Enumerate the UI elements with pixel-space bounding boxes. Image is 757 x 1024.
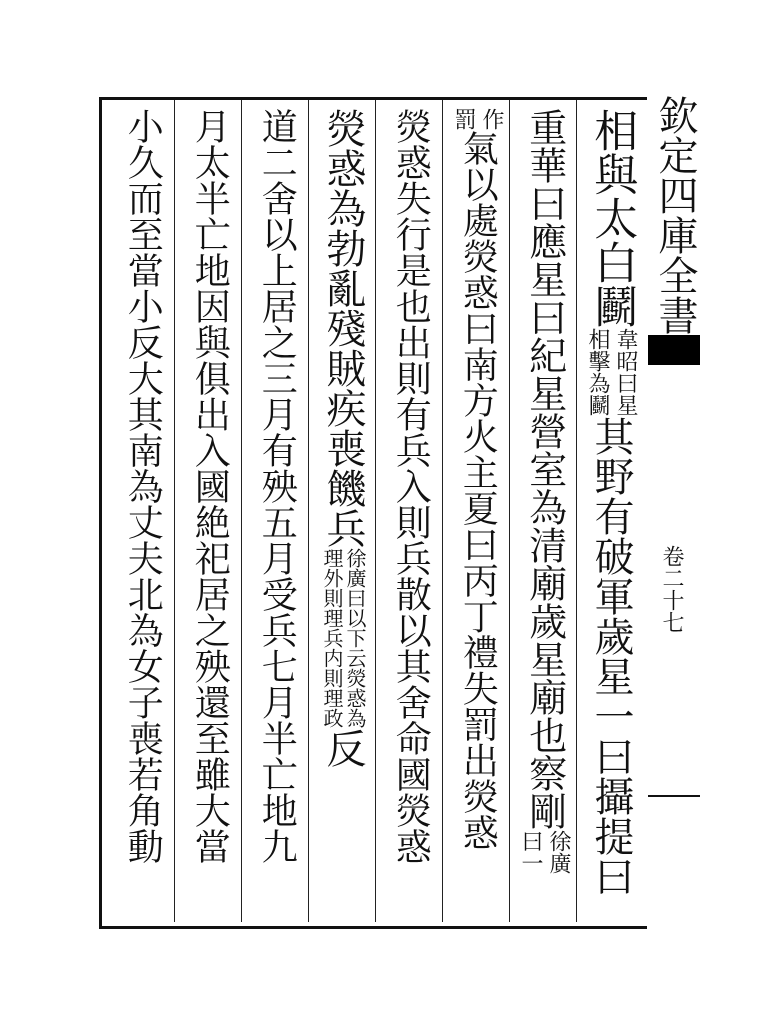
- text-column-7: [183, 108, 235, 864]
- text-column-1: [585, 108, 637, 896]
- text-column-5: [317, 108, 369, 768]
- page-margin: [644, 95, 700, 925]
- column-rule: [174, 100, 175, 922]
- main-text: 道二舍以上居之三月有殃五月受兵七月半亡地九: [256, 108, 298, 864]
- annotation-right: 徐廣曰以下云熒惑為: [343, 548, 367, 728]
- volume-label: 卷二十七: [659, 545, 684, 633]
- annotation-right: 韋昭曰星: [613, 328, 638, 416]
- main-text: 小久而至當小反大其南為丈夫北為女子喪若角動: [122, 108, 164, 864]
- annotation: [584, 328, 638, 416]
- text-column-3: [451, 108, 503, 850]
- main-text: 熒惑為勃亂殘賊疾喪饑兵: [320, 108, 366, 548]
- main-text: 其野有破軍歲星一曰攝提曰: [588, 416, 634, 896]
- text-column-4: [384, 108, 436, 864]
- fishtail-mark: [648, 335, 700, 365]
- annotation-left: 相擊為鬬: [585, 328, 610, 416]
- column-rule: [509, 100, 510, 922]
- annotation: [321, 548, 365, 728]
- text-column-6: [250, 108, 302, 864]
- main-text: 重華曰應星曰紀星營室為清廟歲星廟也察剛: [522, 108, 567, 830]
- column-rule: [308, 100, 309, 922]
- book-title: 欽定四庫全書: [652, 95, 698, 335]
- margin-tick: [648, 795, 700, 797]
- text-column-8: [116, 108, 168, 864]
- column-rule: [375, 100, 376, 922]
- column-rule: [241, 100, 242, 922]
- annotation-left: 理外則理兵内則理政: [320, 548, 344, 728]
- annotation: [517, 830, 571, 874]
- column-rule: [442, 100, 443, 922]
- main-text: 相與太白鬬: [586, 108, 638, 328]
- main-text: 月太半亡地因與俱出入國絶祀居之殃還至雖大當: [189, 108, 231, 864]
- annotation-right: 徐廣: [546, 830, 571, 874]
- main-text: 熒惑失行是也出則有兵入則兵散以其舍命國熒惑: [390, 108, 432, 864]
- main-text: 反: [320, 728, 366, 768]
- annotation: [450, 108, 504, 130]
- annotation-right: 作: [479, 108, 504, 130]
- main-text: 氣以處熒惑曰南方火主夏曰丙丁禮失罰出熒惑: [457, 130, 499, 850]
- column-rule: [576, 100, 577, 922]
- annotation-left: 罰: [451, 108, 476, 130]
- text-column-2: [518, 108, 570, 874]
- annotation-left: 曰一: [518, 830, 543, 874]
